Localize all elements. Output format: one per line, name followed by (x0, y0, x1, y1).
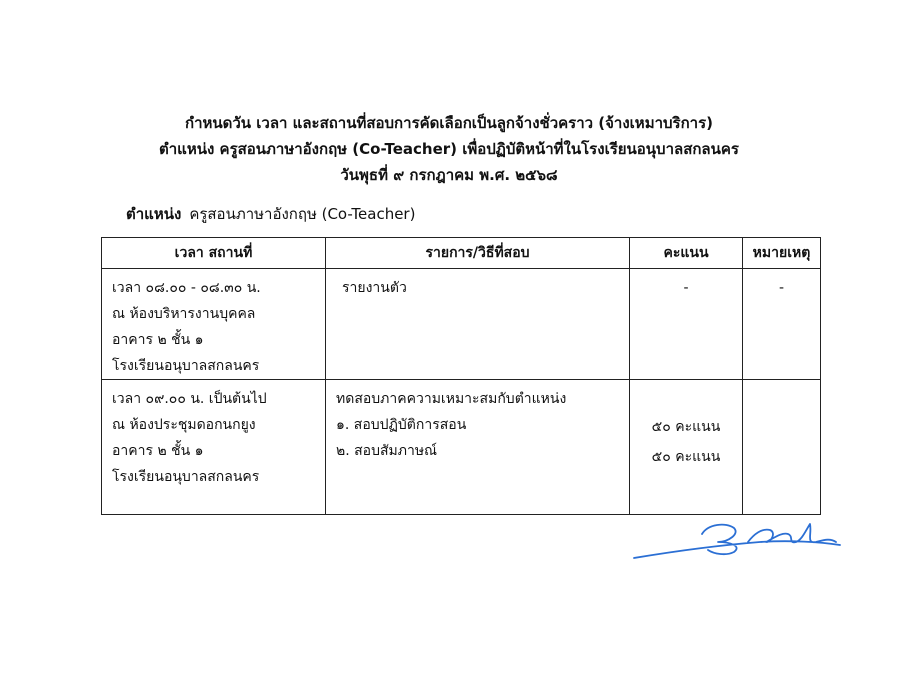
place-line: ณ ห้องประชุมดอกนกยูง (112, 417, 256, 433)
time-line: เวลา ๐๘.๐๐ - ๐๘.๓๐ น. (112, 280, 261, 296)
school-line: โรงเรียนอนุบาลสกลนคร (112, 469, 260, 485)
document-header (0, 110, 898, 188)
exam-schedule-table (101, 237, 821, 515)
item-line: ๒. สอบสัมภาษณ์ (336, 443, 438, 459)
table-row (102, 269, 821, 380)
table-header-row (102, 238, 821, 269)
position-line (126, 202, 415, 226)
score-value: ๕๐ คะแนน (651, 449, 721, 465)
item-line: รายงานตัว (342, 280, 407, 296)
cell-items (326, 380, 630, 515)
building-line: อาคาร ๒ ชั้น ๑ (112, 443, 204, 459)
cell-items (326, 269, 630, 380)
table-row (102, 380, 821, 515)
cell-time-place (102, 380, 326, 515)
header-title-line1: กำหนดวัน เวลา และสถานที่สอบการคัดเลือกเป็นลูกจ้างชั่วคราว (จ้างเหมาบริการ) (184, 114, 713, 132)
item-line: ทดสอบภาคความเหมาะสมกับตำแหน่ง (336, 391, 567, 407)
header-time-place: เวลา สถานที่ (102, 238, 326, 269)
remark-dash: - (778, 280, 785, 296)
cell-score (630, 269, 743, 380)
remark-empty (743, 380, 820, 386)
building-line: อาคาร ๒ ชั้น ๑ (112, 332, 204, 348)
handwritten-signature (630, 512, 845, 564)
cell-score (630, 380, 743, 515)
place-line: ณ ห้องบริหารงานบุคคล (112, 306, 256, 322)
cell-remark (743, 269, 821, 380)
position-value: ครูสอนภาษาอังกฤษ (Co-Teacher) (189, 205, 416, 223)
score-dash: - (683, 280, 689, 296)
header-title-line2: ตำแหน่ง ครูสอนภาษาอังกฤษ (Co-Teacher) เพื่อปฏิบัติหน้าที่ในโรงเรียนอนุบาลสกลนคร (159, 140, 739, 158)
header-remark: หมายเหตุ (743, 238, 821, 269)
position-label: ตำแหน่ง (126, 205, 182, 223)
header-date-line: วันพุธที่ ๙ กรกฎาคม พ.ศ. ๒๕๖๘ (340, 166, 558, 184)
cell-time-place (102, 269, 326, 380)
time-line: เวลา ๐๙.๐๐ น. เป็นต้นไป (112, 391, 267, 407)
school-line: โรงเรียนอนุบาลสกลนคร (112, 358, 260, 374)
header-items: รายการ/วิธีที่สอบ (326, 238, 630, 269)
header-score: คะแนน (630, 238, 743, 269)
score-value: ๕๐ คะแนน (651, 419, 721, 435)
cell-remark (743, 380, 821, 515)
item-line: ๑. สอบปฏิบัติการสอน (336, 417, 467, 433)
